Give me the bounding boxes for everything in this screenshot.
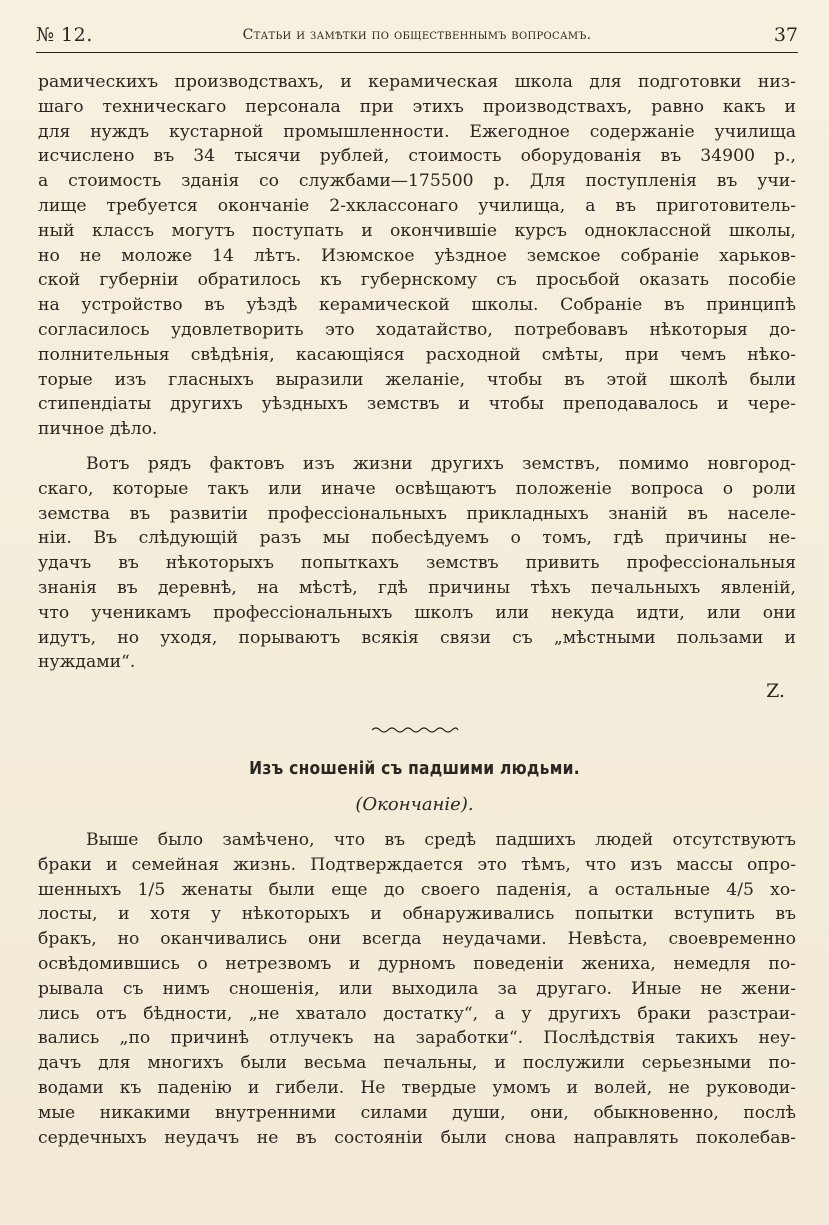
text-line: шаго техническаго персонала при этихъ производствахъ, равно какъ и bbox=[38, 96, 796, 117]
section-divider-ornament bbox=[0, 722, 829, 741]
text-line: на устройство въ уѣздѣ керамической школы. Собраніе въ принципѣ bbox=[38, 295, 796, 316]
text-line: мые никакими внутренними силами души, они, обыкновенно, послѣ bbox=[38, 1102, 796, 1123]
text-line: идутъ, но уходя, порываютъ всякія связи съ „мѣстными пользами и bbox=[38, 627, 796, 648]
text-line: что ученикамъ профессіональныхъ школъ или некуда идти, или они bbox=[38, 602, 796, 623]
text-line: земства въ развитіи профессіональныхъ прикладныхъ знаній въ населе- bbox=[38, 503, 796, 524]
article1-paragraph1 bbox=[38, 70, 796, 442]
issue-number: № 12. bbox=[36, 24, 93, 46]
running-title: Статьи и замѣтки по общественнымъ вопросамъ. bbox=[242, 27, 592, 43]
text-line: ніи. Въ слѣдующій разъ мы побесѣдуемъ о томъ, гдѣ причины не- bbox=[38, 528, 796, 549]
text-line: исчислено въ 34 тысячи рублей, стоимость оборудованія въ 34900 р., bbox=[38, 146, 796, 167]
author-signature: Z. bbox=[766, 680, 785, 702]
text-line: удачъ въ нѣкоторыхъ попыткахъ земствъ привить профессіональныя bbox=[38, 553, 796, 574]
article2-subtitle: (Окончаніе). bbox=[355, 794, 474, 815]
text-line: рывала съ нимъ сношенія, или выходила за другаго. Иные не жени- bbox=[38, 978, 796, 999]
running-header bbox=[36, 22, 798, 50]
text-line: но не моложе 14 лѣтъ. Изюмское уѣздное земское собраніе харьков- bbox=[38, 245, 796, 266]
text-line: нуждами“. bbox=[38, 652, 136, 673]
article2-title: Изъ сношеній съ падшими людьми. bbox=[249, 758, 580, 779]
text-line: Вотъ рядъ фактовъ изъ жизни другихъ земствъ, помимо новгород- bbox=[86, 454, 796, 474]
text-line: браки и семейная жизнь. Подтверждается это тѣмъ, что изъ массы опро- bbox=[38, 854, 796, 875]
article1-paragraph2 bbox=[38, 452, 796, 675]
text-line: вались „по причинѣ отлучекъ на заработки“. Послѣдствія такихъ неу- bbox=[38, 1028, 796, 1049]
text-line: торые изъ гласныхъ выразили желаніе, чтобы въ этой школѣ были bbox=[38, 369, 796, 390]
header-rule bbox=[36, 52, 798, 53]
text-line: бракъ, но оканчивались они всегда неудачами. Невѣста, своевременно bbox=[38, 929, 796, 950]
text-line: согласилось удовлетворить это ходатайство, потребовавъ нѣкоторыя до- bbox=[38, 319, 796, 340]
text-line: сердечныхъ неудачъ не въ состояніи были снова направлять поколебав- bbox=[38, 1127, 796, 1148]
text-line: знанія въ деревнѣ, на мѣстѣ, гдѣ причины тѣхъ печальныхъ явленій, bbox=[38, 577, 796, 598]
text-line: лись отъ бѣдности, „не хватало достатку“, а у другихъ браки разстраи- bbox=[38, 1003, 796, 1024]
text-line: лище требуется окончаніе 2-хклассонаго училища, а въ приготовитель- bbox=[38, 195, 796, 216]
text-line: освѣдомившись о нетрезвомъ и дурномъ поведеніи жениха, немедля по- bbox=[38, 953, 796, 974]
text-line: стипендіаты другихъ уѣздныхъ земствъ и чтобы преподавалось и чере- bbox=[38, 394, 796, 415]
page-number: 37 bbox=[773, 24, 798, 46]
article2-paragraph1 bbox=[38, 828, 796, 1150]
text-line: лосты, и хотя у нѣкоторыхъ и обнаруживались попытки вступить въ bbox=[38, 904, 796, 925]
text-line: полнительныя свѣдѣнія, касающіяся расходной смѣты, при чемъ нѣко- bbox=[38, 344, 796, 365]
text-line: ской губерніи обратилось къ губернскому съ просьбой оказать пособіе bbox=[38, 270, 796, 291]
text-line: скаго, которые такъ или иначе освѣщаютъ положеніе вопроса о роли bbox=[38, 478, 796, 499]
text-line: дачъ для многихъ были весьма печальны, и послужили серьезными по- bbox=[38, 1053, 796, 1074]
text-line: а стоимость зданія со службами—175500 р. Для поступленія въ учи- bbox=[38, 171, 796, 192]
text-line: для нуждъ кустарной промышленности. Ежегодное содержаніе училища bbox=[38, 121, 796, 142]
text-line: шенныхъ 1/5 женаты были еще до своего паденія, а остальные 4/5 хо- bbox=[38, 879, 796, 900]
text-line: рамическихъ производствахъ, и керамическая школа для подготовки низ- bbox=[38, 72, 796, 92]
wavy-rule-icon bbox=[370, 723, 460, 737]
text-line: Выше было замѣчено, что въ средѣ падшихъ людей отсутствуютъ bbox=[86, 830, 796, 850]
text-line: ный классъ могутъ поступать и окончившіе курсъ одноклассной школы, bbox=[38, 220, 796, 241]
text-line: пичное дѣло. bbox=[38, 419, 158, 440]
text-line: водами къ паденію и гибели. Не твердые умомъ и волей, не руководи- bbox=[38, 1077, 796, 1098]
